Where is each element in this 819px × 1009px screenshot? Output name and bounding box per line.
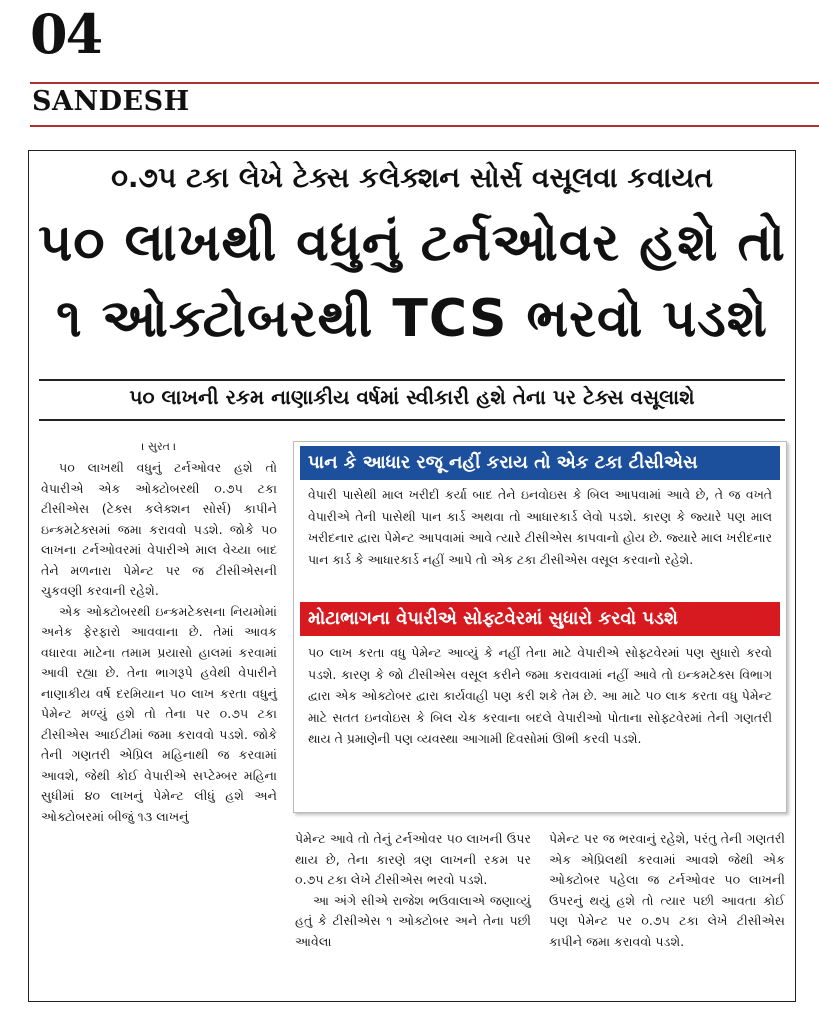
deck-rule-bottom [39, 419, 785, 421]
deck-rule-top [39, 379, 785, 381]
newspaper-name: SANDESH [32, 86, 190, 117]
body-column-1 [41, 439, 277, 827]
body-paragraph: એક ઓક્ટોબરથી ઇન્કમટેક્સના નિયમોમાં અનેક ફેરફારો આવવાના છે. તેમાં આવક વધારવા માટેના તમામ પ્રયાસો હાલમાં કરવામાં આવી રહ્યા છે. તેના ભાગરૂપે હવેથી વેપારીને નાણાકીય વર્ષ દરમિયાન ૫૦ લાખ કરતા વધુનું પેમેન્ટ મળ્યું હશે તો તેના પર ૦.૭૫ ટકા ટીસીએસ આઈટીમાં જમા કરાવવો પડશે. જોકે તેની ગણતરી એપ્રિલ મહિનાથી જ કરવામાં આવશે, જેથી કોઈ વેપારીએ સપ્ટેમ્બર મહિના સુધીમાં ૪૦ લાખનું પેમેન્ટ લીધું હશે અને ઓક્ટોબરમાં બીજું ૧૩ લાખનું [41, 603, 277, 824]
header-rule-top [30, 82, 819, 84]
headline-line-1: ૫૦ લાખથી વધુનું ટર્નઓવર હશે તો [38, 213, 786, 273]
headline-line-2: ૧ ઓક્ટોબરથી TCS ભરવો પડશે [56, 289, 768, 349]
box-title-1: પાન કે આધાર રજૂ નહીં કરાય તો એક ટકા ટીસીએસ [300, 446, 780, 480]
body-paragraph: પેમેન્ટ પર જ ભરવાનું રહેશે, પરંતુ તેની ગણતરી એક એપ્રિલથી કરવામાં આવશે જેથી એક ઓક્ટોબર પહેલા જ ટર્નઓવર ૫૦ લાખની ઉપરનું થયું હશે તો ત્યાર પછી આવતા કોઈ પણ પેમેન્ટ પર ૦.૭૫ ટકા લેખે ટીસીએસ કાપીને જમા કરાવવો પડશે. [549, 831, 785, 949]
body-column-2 [295, 829, 531, 952]
body-paragraph: આ અંગે સીએ રાજેશ ભઉવાલાએ જણાવ્યું હતું કે ટીસીએસ ૧ ઓક્ટોબર અને તેના પછી આવેલા [295, 892, 531, 949]
box-text-1: વેપારી પાસેથી માલ ખરીદી કર્યા બાદ તેને ઇનવોઇસ કે બિલ આપવામાં આવે છે, તે જ વખતે વેપારીએ તેની પાસેથી પાન કાર્ડ અથવા તો આધારકાર્ડ લેવો પડશે. કારણ કે જ્યારે પણ માલ ખરીદનાર દ્વારા પેમેન્ટ આપવામાં આવે ત્યારે ટીસીએસ કાપવાનો હોય છે. જ્યારે માલ ખરીદનાર પાન કાર્ડ કે આધારકાર્ડ નહીં આપે તો એક ટકા ટીસીએસ વસૂલ કરવાનો રહેશે. [308, 487, 772, 567]
body-paragraph: પેમેન્ટ આવે તો તેનું ટર્નઓવર ૫૦ લાખની ઉપર થાય છે, તેના કારણે ત્રણ લાખની રકમ પર ૦.૭૫ ટકા લેખે ટીસીએસ ભરવો પડશે. [295, 831, 531, 887]
body-column-3 [549, 829, 785, 952]
article-frame [28, 150, 796, 1002]
sidebar-box [293, 441, 787, 813]
box-text-2: ૫૦ લાખ કરતા વધુ પેમેન્ટ આવ્યું કે નહીં તેના માટે વેપારીએ સોફ્ટવેરમાં પણ સુધારો કરવો પડશે. કારણ કે જો ટીસીએસ વસૂલ કરીને જમા કરાવવામાં નહીં આવે તો ઇન્કમટેક્સ વિભાગ દ્વારા એક ઓક્ટોબર દ્વારા કાર્યવાહી પણ કરી શકે તેમ છે. આ માટે ૫૦ લાક કરતા વધુ પેમેન્ટ માટે સતત ઇનવોઇસ કે બિલ ચેક કરવાના બદલે વેપારીઓ પોતાના સોફ્ટવેરમાં તેની ગણતરી થાય તે પ્રમાણેની પણ વ્યવસ્થા આગામી દિવસોમાં ઊભી કરવી પડશે. [308, 645, 772, 746]
box-title-2: મોટાભાગના વેપારીએ સોફ્ટવેરમાં સુધારો કરવો પડશે [300, 602, 780, 636]
header-rule-bottom [30, 125, 819, 127]
dateline: । સુરત । [141, 440, 177, 453]
body-paragraph: ૫૦ લાખથી વધુનું ટર્નઓવર હશે તો વેપારીએ એક ઓક્ટોબરથી ૦.૭૫ ટકા ટીસીએસ (ટેક્સ કલેક્શન સોર્સ) કાપીને ઇન્કમટેક્સમાં જમા કરાવવો પડશે. જોકે ૫૦ લાખના ટર્નઓવરમાં વેપારીએ માલ વેચ્યા બાદ તેને મળનારા પેમેન્ટ પર જ ટીસીએસની ચુકવણી કરવાની રહેશે. [41, 460, 277, 598]
article-headline [29, 205, 795, 357]
article-kicker: ૦.૭૫ ટકા લેખે ટેક્સ કલેક્શન સોર્સ વસૂલવા કવાયત [111, 161, 713, 194]
article-deck: ૫૦ લાખની રકમ નાણાકીય વર્ષમાં સ્વીકારી હશે તેના પર ટેક્સ વસૂલાશે [129, 385, 695, 409]
page-number: 04 [30, 2, 102, 66]
